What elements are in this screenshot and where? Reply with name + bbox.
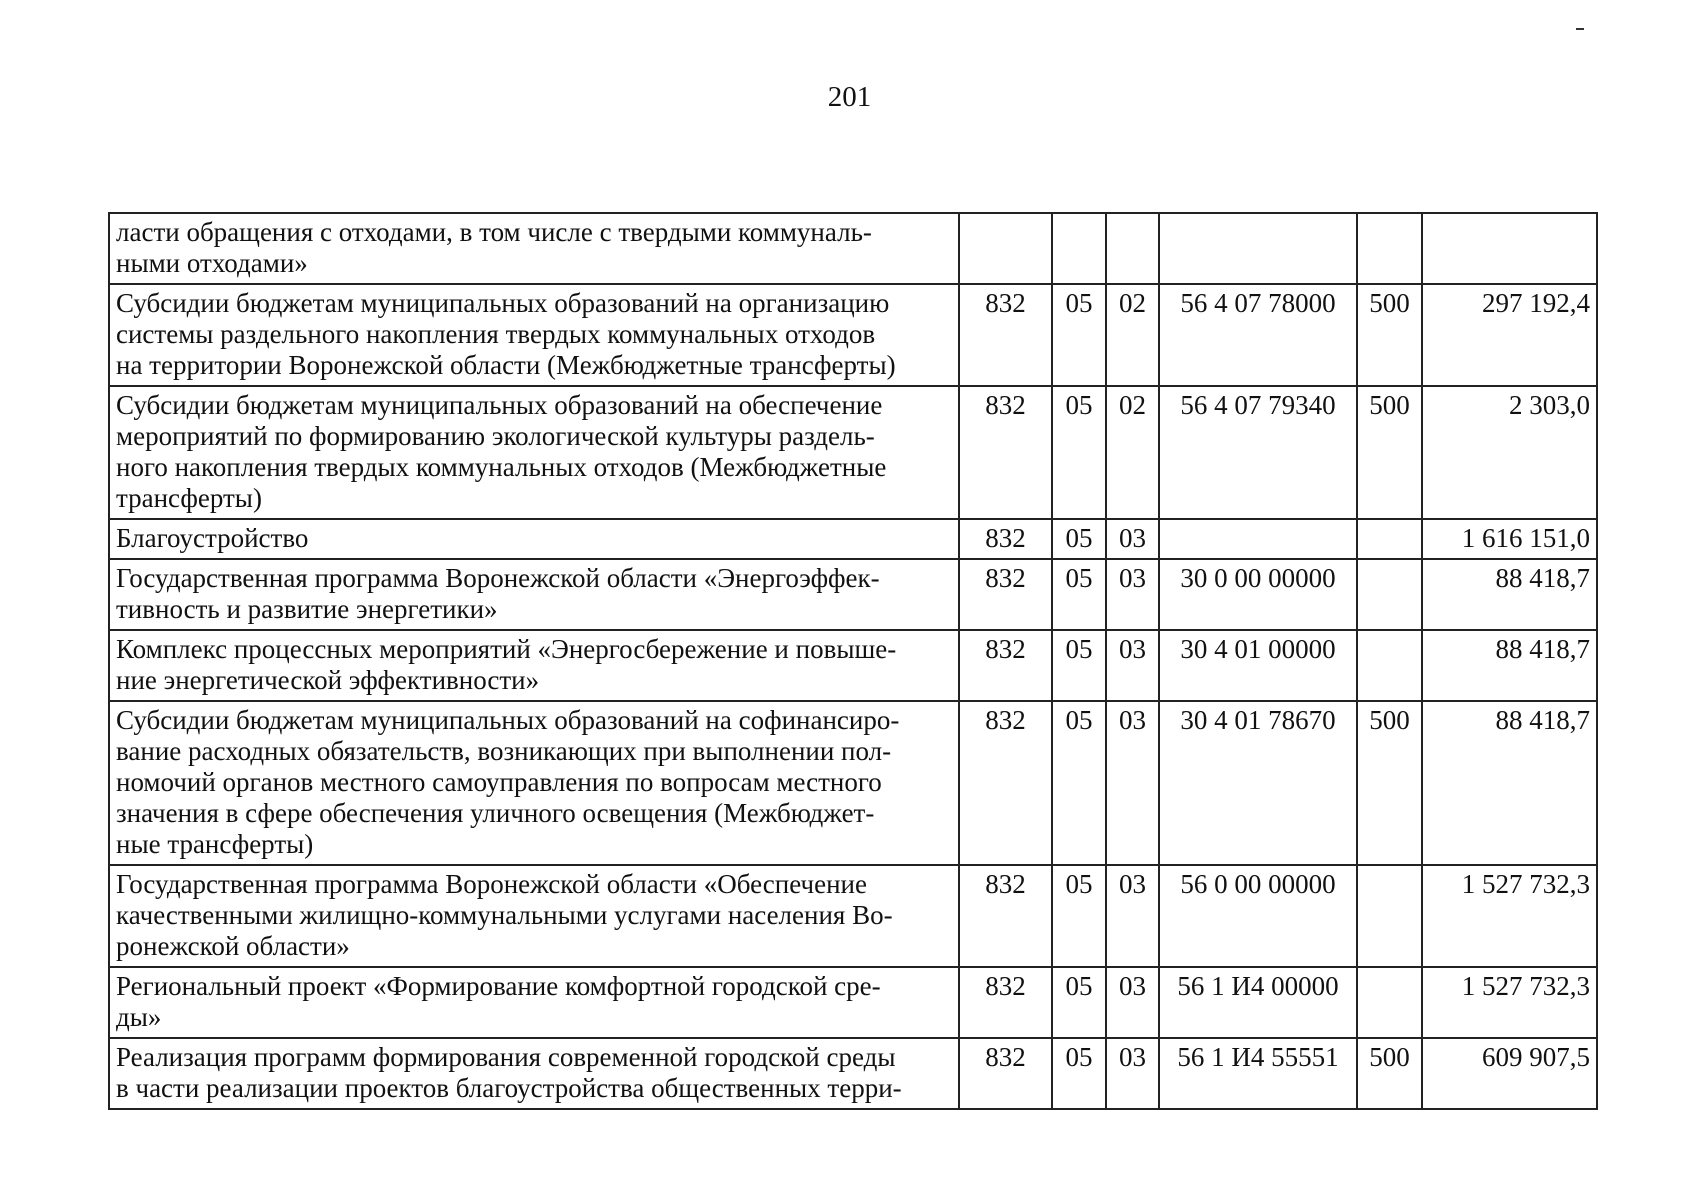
subsection-code-cell [1106,213,1159,284]
expense-type-cell [1357,967,1422,1038]
section-code-cell: 05 [1052,701,1106,865]
amount-cell: 2 303,0 [1422,386,1597,519]
ministry-code-cell: 832 [959,284,1052,386]
ministry-code-cell: 832 [959,701,1052,865]
section-code-cell: 05 [1052,519,1106,559]
amount-cell: 88 418,7 [1422,630,1597,701]
subsection-code-cell: 03 [1106,701,1159,865]
target-article-cell [1159,213,1357,284]
expense-type-cell [1357,559,1422,630]
section-code-cell [1052,213,1106,284]
ministry-code-cell: 832 [959,559,1052,630]
target-article-cell: 56 4 07 78000 [1159,284,1357,386]
table-row [109,559,1597,630]
table-row [109,967,1597,1038]
expense-type-cell: 500 [1357,701,1422,865]
section-code-cell: 05 [1052,865,1106,967]
section-code-cell: 05 [1052,1038,1106,1109]
expense-type-cell [1357,630,1422,701]
table-row [109,701,1597,865]
table-row [109,386,1597,519]
subsection-code-cell: 02 [1106,284,1159,386]
ministry-code-cell: 832 [959,386,1052,519]
item-name-cell: Благоустройство [109,519,959,559]
target-article-cell: 30 0 00 00000 [1159,559,1357,630]
ministry-code-cell: 832 [959,1038,1052,1109]
budget-table-body [109,213,1597,1109]
target-article-cell: 30 4 01 00000 [1159,630,1357,701]
table-row [109,630,1597,701]
table-row [109,284,1597,386]
subsection-code-cell: 03 [1106,519,1159,559]
section-code-cell: 05 [1052,630,1106,701]
target-article-cell [1159,519,1357,559]
amount-cell: 88 418,7 [1422,701,1597,865]
expense-type-cell [1357,865,1422,967]
item-name-cell: Реализация программ формирования современной городской среды в части реализации проектов благоустройства общественных терри- [109,1038,959,1109]
ministry-code-cell: 832 [959,865,1052,967]
amount-cell: 609 907,5 [1422,1038,1597,1109]
target-article-cell: 56 4 07 79340 [1159,386,1357,519]
section-code-cell: 05 [1052,967,1106,1038]
section-code-cell: 05 [1052,559,1106,630]
item-name-cell: Государственная программа Воронежской области «Энергоэффек- тивность и развитие энергетики» [109,559,959,630]
amount-cell: 1 616 151,0 [1422,519,1597,559]
amount-cell: 1 527 732,3 [1422,865,1597,967]
expense-type-cell [1357,213,1422,284]
section-code-cell: 05 [1052,386,1106,519]
item-name-cell: Комплекс процессных мероприятий «Энергосбережение и повыше- ние энергетической эффективности» [109,630,959,701]
table-row [109,213,1597,284]
item-name-cell: Государственная программа Воронежской области «Обеспечение качественными жилищно-коммунальными услугами населения Во- ронежской области» [109,865,959,967]
item-name-cell: Субсидии бюджетам муниципальных образований на обеспечение мероприятий по формированию экологической культуры раздель- ного накопления твердых коммунальных отходов (Межбюджетные трансферты) [109,386,959,519]
subsection-code-cell: 02 [1106,386,1159,519]
amount-cell [1422,213,1597,284]
subsection-code-cell: 03 [1106,865,1159,967]
amount-cell: 1 527 732,3 [1422,967,1597,1038]
item-name-cell: Субсидии бюджетам муниципальных образований на организацию системы раздельного накопления твердых коммунальных отходов на территории Воронежской области (Межбюджетные трансферты) [109,284,959,386]
section-code-cell: 05 [1052,284,1106,386]
ministry-code-cell [959,213,1052,284]
page-number: 201 [827,81,872,113]
target-article-cell: 56 1 И4 55551 [1159,1038,1357,1109]
item-name-cell: Региональный проект «Формирование комфортной городской сре- ды» [109,967,959,1038]
subsection-code-cell: 03 [1106,1038,1159,1109]
expense-type-cell: 500 [1357,1038,1422,1109]
ministry-code-cell: 832 [959,967,1052,1038]
ministry-code-cell: 832 [959,519,1052,559]
item-name-cell: Субсидии бюджетам муниципальных образований на софинансиро- вание расходных обязательств, возникающих при выполнении пол- номочий органов местного самоуправления по вопросам местного значения в сфере обеспечения уличного освещения (Межбюджет- ные трансферты) [109,701,959,865]
target-article-cell: 56 0 00 00000 [1159,865,1357,967]
amount-cell: 297 192,4 [1422,284,1597,386]
item-name-cell: ласти обращения с отходами, в том числе с твердыми коммуналь- ными отходами» [109,213,959,284]
target-article-cell: 30 4 01 78670 [1159,701,1357,865]
table-row [109,865,1597,967]
subsection-code-cell: 03 [1106,559,1159,630]
budget-table [108,212,1598,1110]
table-row [109,1038,1597,1109]
table-row [109,519,1597,559]
ministry-code-cell: 832 [959,630,1052,701]
expense-type-cell [1357,519,1422,559]
scan-mark [1576,28,1584,30]
expense-type-cell: 500 [1357,284,1422,386]
subsection-code-cell: 03 [1106,967,1159,1038]
target-article-cell: 56 1 И4 00000 [1159,967,1357,1038]
expense-type-cell: 500 [1357,386,1422,519]
amount-cell: 88 418,7 [1422,559,1597,630]
subsection-code-cell: 03 [1106,630,1159,701]
